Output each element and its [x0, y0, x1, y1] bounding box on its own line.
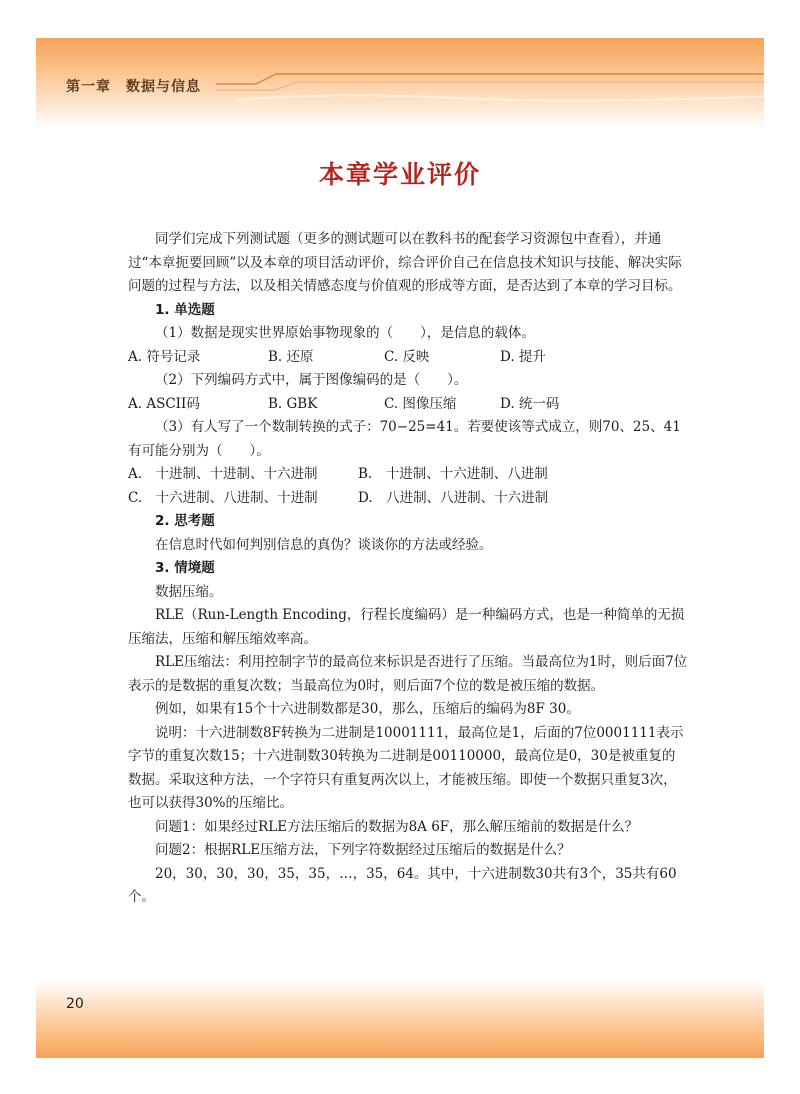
- section-3-paragraph: 问题2：根据RLE压缩方法，下列字符数据经过压缩后的数据是什么？: [155, 842, 571, 858]
- question-3-options-row-1: [128, 463, 688, 487]
- option: C. 十六进制、八进制、十进制: [128, 489, 318, 506]
- option: A. 十进制、十进制、十六进制: [128, 466, 318, 482]
- section-3-paragraph: 数据压缩。: [155, 583, 223, 600]
- footer-band: [36, 980, 764, 1058]
- question-1: （1）数据是现实世界原始事物现象的（ ），是信息的载体。: [155, 325, 535, 341]
- section-3-paragraph: RLE（Run-Length Encoding，行程长度编码）是一种编码方式，也是一种简单的无损压缩法，压缩和解压缩效率高。: [128, 607, 685, 647]
- option: B. GBK: [268, 395, 318, 412]
- question-2-options: [128, 393, 688, 417]
- header-decoration: [216, 56, 764, 106]
- section-3-paragraph: RLE压缩法：利用控制字节的最高位来标识是否进行了压缩。当最高位为1时，则后面7位表示的是数据的重复次数；当最高位为0时，则后面7个位的数是被压缩的数据。: [128, 654, 688, 694]
- question-1-options: [128, 346, 688, 370]
- question-2: （2）下列编码方式中，属于图像编码的是（ ）。: [155, 372, 468, 388]
- option: C. 图像压缩: [384, 395, 457, 412]
- option: D. 八进制、八进制、十六进制: [358, 489, 549, 506]
- section-3-paragraph: 说明：十六进制数8F转换为二进制是10001111，最高位是1，后面的7位0001111表示字节的重复次数15；十六进制数30转换为二进制是00110000，最高位是0，30是被重复的数据。采取这种方法，一个字符只有重复两次以上，才能被压缩。即使一个数据只重复3次，也可以获得30%的压缩比。: [128, 724, 684, 811]
- section-2-heading: 2. 思考题: [155, 513, 215, 529]
- chapter-label: 第一章 数据与信息: [66, 79, 201, 95]
- option: A. ASCII码: [128, 395, 200, 412]
- option: D. 统一码: [500, 395, 560, 412]
- option: A. 符号记录: [128, 348, 201, 365]
- question-3: （3）有人写了一个数制转换的式子：70−25=41。若要使该等式成立，则70、25、41有可能分别为（ ）。: [128, 419, 681, 459]
- section-2-text: 在信息时代如何判别信息的真伪？谈谈你的方法或经验。: [155, 536, 493, 553]
- content: [128, 228, 688, 910]
- option: D. 提升: [500, 348, 546, 365]
- section-3-paragraph: 20，30，30，30，35，35，…，35，64。其中，十六进制数30共有3个，35共有60个。: [128, 865, 677, 905]
- page-title: 本章学业评价: [318, 160, 481, 189]
- section-3-paragraph: 例如，如果有15个十六进制数都是30，那么，压缩后的编码为8F 30。: [155, 701, 580, 717]
- question-3-options-row-2: [128, 487, 688, 511]
- page-number: 20: [66, 996, 84, 1012]
- option: B. 十进制、十六进制、八进制: [358, 466, 548, 482]
- option: B. 还原: [268, 348, 314, 365]
- section-3-heading: 3. 情境题: [155, 560, 215, 576]
- intro-paragraph: 同学们完成下列测试题（更多的测试题可以在教科书的配套学习资源包中查看），并通过“本章扼要回顾”以及本章的项目活动评价，综合评价自己在信息技术知识与技能、解决实际问题的过程与方法，以及相关情感态度与价值观的形成等方面，是否达到了本章的学习目标。: [128, 231, 682, 294]
- section-3-paragraph: 问题1：如果经过RLE方法压缩后的数据为8A 6F，那么解压缩前的数据是什么？: [155, 818, 639, 835]
- option: C. 反映: [384, 348, 430, 365]
- section-1-heading: 1. 单选题: [155, 301, 215, 318]
